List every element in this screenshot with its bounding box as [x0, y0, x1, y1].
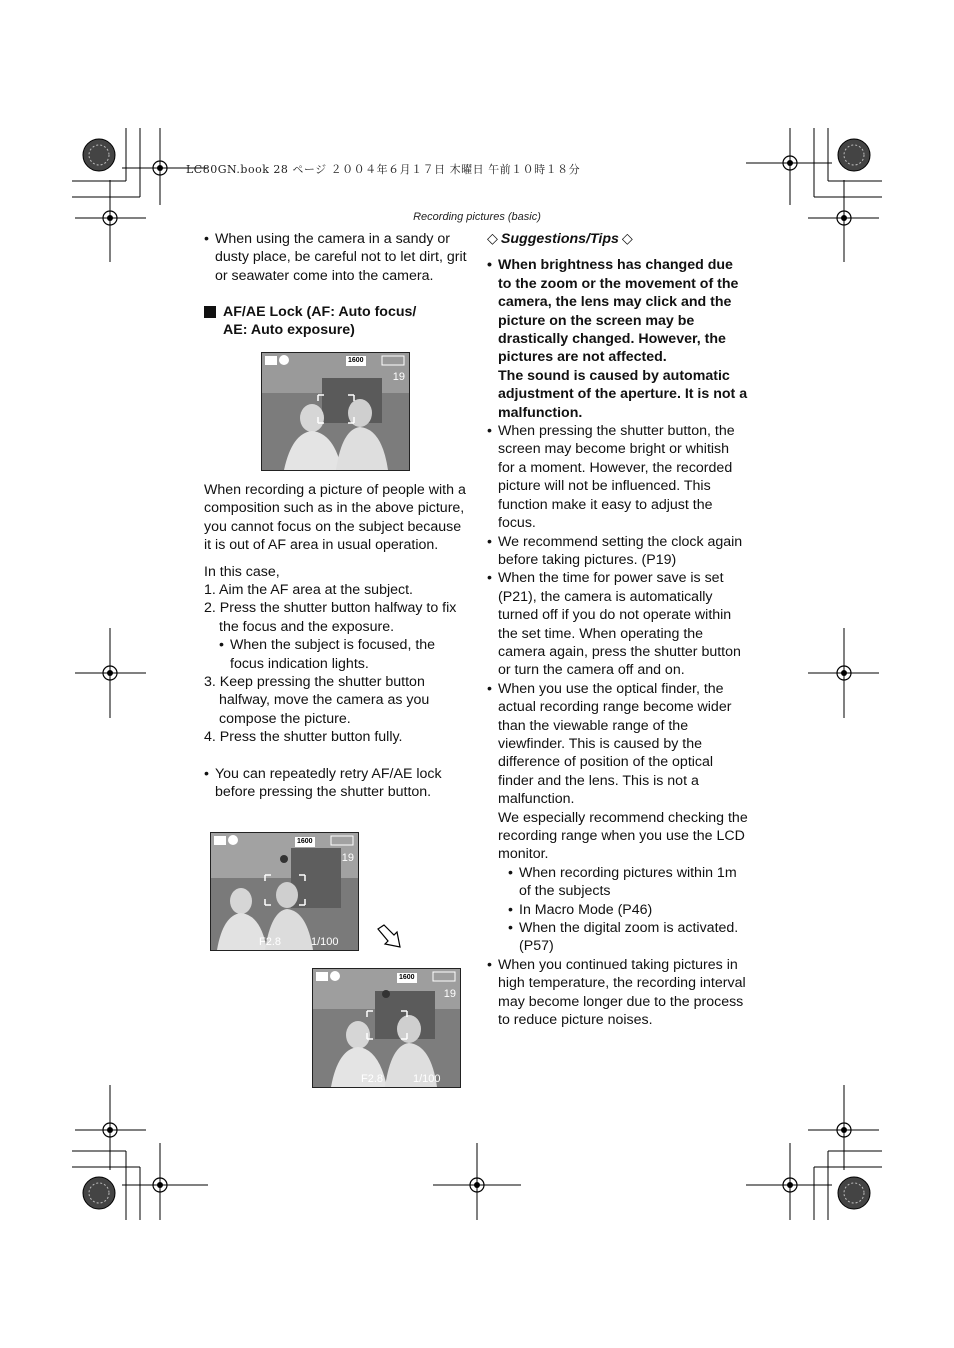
photo-two-women-icon — [313, 969, 460, 1087]
camera-screen-2 — [210, 832, 359, 951]
tips-heading — [487, 230, 749, 248]
para-composition: When recording a picture of people with a composition such as in the above picture, you cannot focus on the subject because it is out of AF area in usual operation. — [204, 482, 466, 554]
shutter-speed: 1/100 — [311, 936, 339, 948]
shutter-speed: 1/100 — [413, 1073, 441, 1085]
section-title-line2: AE: Auto exposure) — [223, 322, 355, 339]
bullet-sandy: • When using the camera in a sandy or dusty place, be careful not to let dirt, grit or seawater come into the camera. — [204, 230, 470, 285]
arrow-down-right-icon — [376, 923, 404, 949]
tip-power-save: • When the time for power save is set (P21), the camera is automatically turned off if you do not operate within the set time. When operating the camera again, press the shutter button or turn the camera off and on. — [487, 569, 749, 679]
camera-screen-1 — [261, 352, 410, 471]
right-column — [487, 230, 749, 1029]
section-square-icon — [204, 306, 216, 318]
step-2-note: • When the subject is focused, the focus indication lights. — [204, 636, 470, 673]
tip-shutter: • When pressing the shutter button, the screen may become bright or whitish for a moment. However, the recorded picture will not be influenced. This function make it easy to adjust the focus. — [487, 422, 749, 532]
aperture-value: F2.8 — [259, 936, 282, 948]
tip-finder: • When you use the optical finder, the actual recording range become wider than the viewable range of the viewfinder. This is caused by the difference of position of the optical finder and the lens. This is not a malfunction. — [487, 680, 749, 809]
step-2: 2. Press the shutter button halfway to fix the focus and the exposure. — [204, 600, 457, 635]
left-column-top — [204, 230, 470, 285]
camera-screen-3 — [312, 968, 461, 1088]
shots-remaining: 19 — [392, 371, 405, 383]
shots-remaining: 19 — [341, 852, 354, 864]
running-header: Recording pictures (basic) — [413, 211, 541, 223]
diamond-icon: ◇ — [487, 231, 498, 247]
tip-temperature: • When you continued taking pictures in high temperature, the recording interval may become longer due to the process to reduce picture noises. — [487, 956, 749, 1030]
finder-sub-1: • When recording pictures within 1m of the subjects — [487, 864, 749, 901]
iso-badge: 1600 — [297, 838, 313, 845]
in-this-case: In this case, — [204, 563, 280, 580]
aperture-value: F2.8 — [361, 1073, 384, 1085]
photo-two-women-icon — [262, 353, 409, 470]
iso-badge: 1600 — [399, 974, 415, 981]
diamond-icon: ◇ — [621, 231, 633, 247]
step-4: 4. Press the shutter button fully. — [204, 729, 403, 746]
tip-clock: • We recommend setting the clock again before taking pictures. (P19) — [487, 533, 749, 570]
shots-remaining: 19 — [443, 988, 456, 1000]
iso-badge: 1600 — [348, 357, 364, 364]
step-1: 1. Aim the AF area at the subject. — [204, 582, 413, 599]
print-header: LC80GN.book 28 ページ ２００４年６月１７日 木曜日 午前１０時１８分 — [186, 163, 581, 176]
finder-sub-3: • When the digital zoom is activated. (P57) — [487, 919, 749, 956]
step-3: 3. Keep pressing the shutter button halfway, move the camera as you compose the picture. — [204, 674, 430, 727]
tip-finder-2: We especially recommend checking the recording range when you use the LCD monitor. — [498, 809, 748, 863]
tip-sound: The sound is caused by automatic adjustment of the aperture. It is not a malfunction. — [498, 367, 748, 421]
section-title-line1: AF/AE Lock (AF: Auto focus/ — [223, 304, 417, 320]
finder-sub-2: • In Macro Mode (P46) — [487, 901, 749, 919]
tip-brightness: • When brightness has changed due to the zoom or the movement of the camera, the lens may click and the picture on the screen may be drastically changed. However, the pictures are not affected. — [487, 256, 749, 366]
tips-title: Suggestions/Tips — [500, 231, 619, 247]
left-column-body — [204, 481, 470, 802]
section-title — [204, 303, 470, 340]
photo-two-women-icon — [211, 833, 358, 950]
bullet-retry: • You can repeatedly retry AF/AE lock before pressing the shutter button. — [204, 765, 470, 802]
